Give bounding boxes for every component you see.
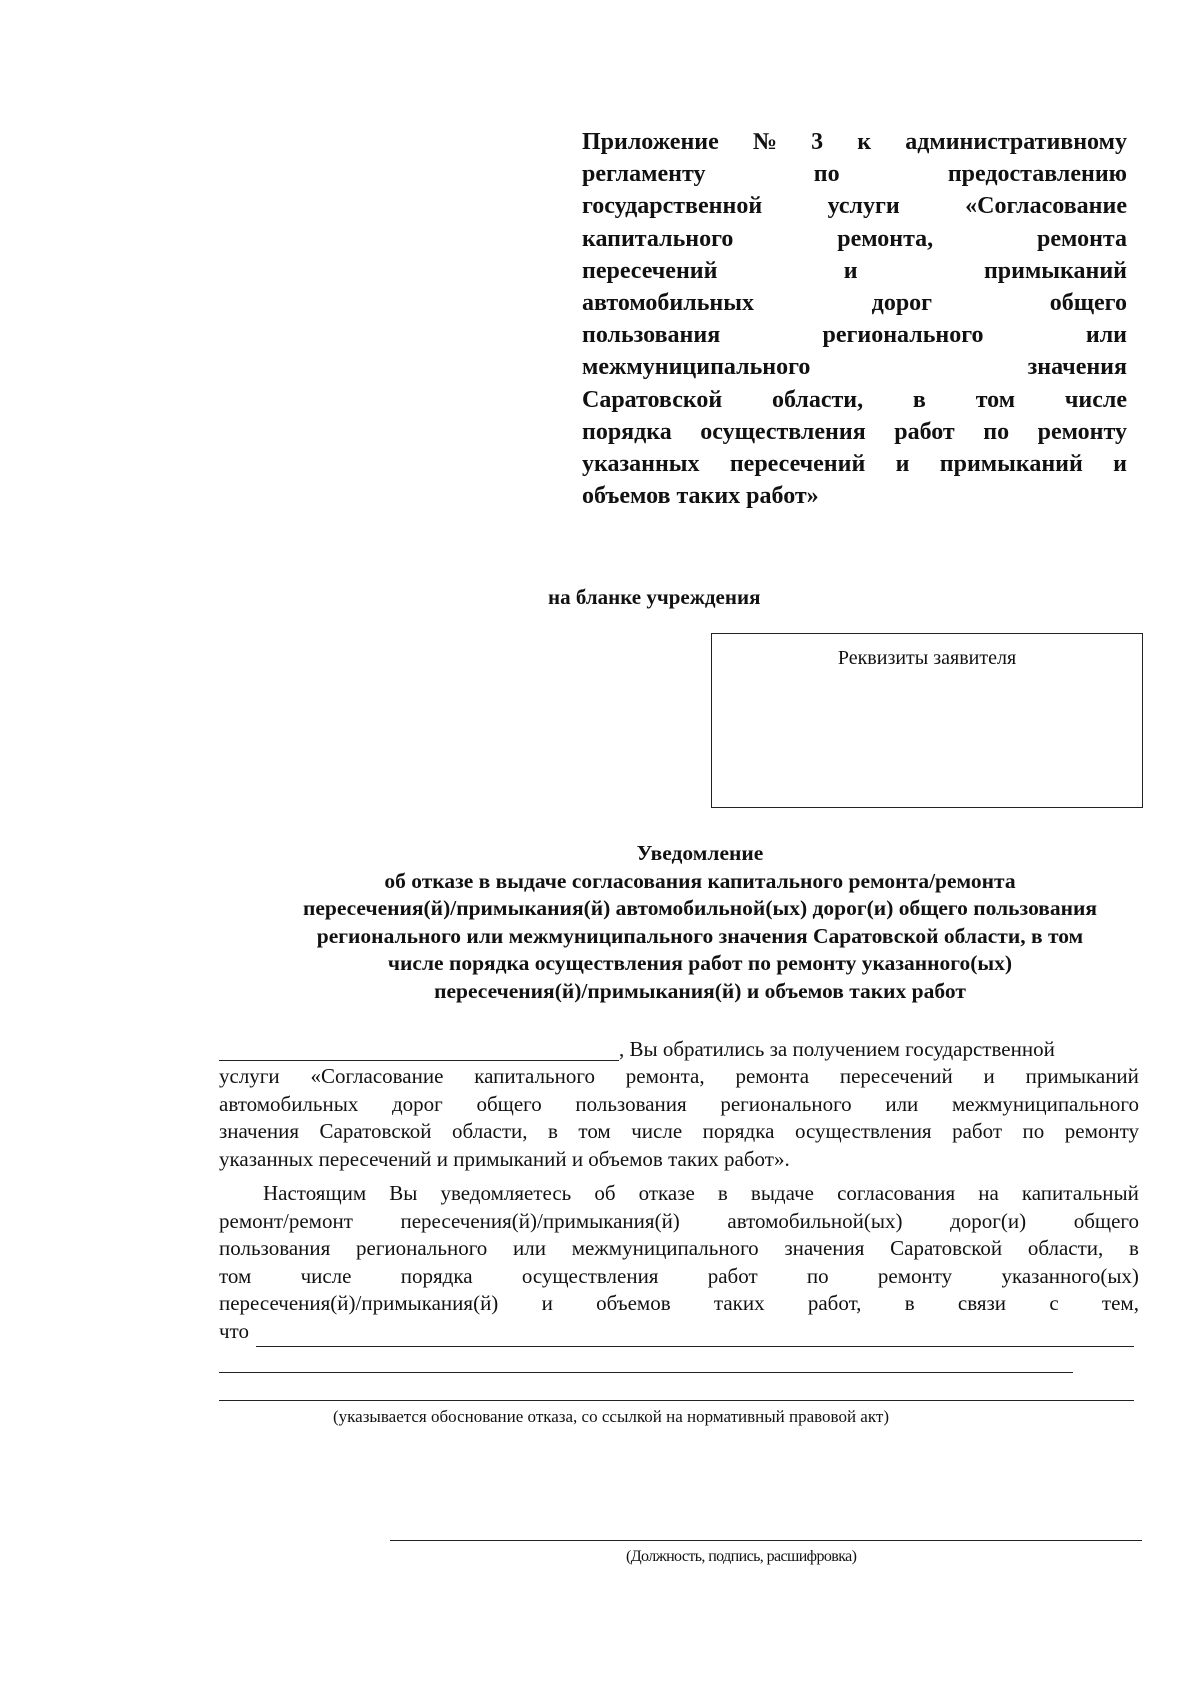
text-line bbox=[582, 384, 1127, 416]
reason-caption: (указывается обоснование отказа, со ссылкой на нормативный правовой акт) bbox=[333, 1407, 889, 1426]
word: административному bbox=[905, 129, 1127, 155]
word: Вы bbox=[389, 1181, 418, 1205]
word: том bbox=[219, 1263, 252, 1288]
text-line bbox=[219, 1208, 1139, 1236]
word: пересечений bbox=[839, 1064, 953, 1088]
word: пересечения(й)/примыкания(й) bbox=[400, 1208, 680, 1233]
paragraph1-first-line: , Вы обратились за получением государственной bbox=[619, 1037, 1055, 1061]
word: примыканий bbox=[939, 450, 1083, 477]
text-line bbox=[219, 1290, 1139, 1318]
word: осуществления bbox=[700, 418, 866, 445]
word: ремонту bbox=[877, 1263, 953, 1288]
word: регламенту bbox=[582, 161, 706, 188]
word: пользования bbox=[219, 1236, 331, 1260]
word: автомобильной(ых) bbox=[727, 1208, 903, 1233]
word: на bbox=[978, 1181, 999, 1205]
word: дорог bbox=[392, 1091, 443, 1116]
notice-title-line: пересечения(й)/примыкания(й) автомобильной(ых) дорог(и) общего пользования bbox=[302, 896, 1098, 920]
word: связи bbox=[957, 1291, 1007, 1315]
word: автомобильных bbox=[582, 289, 754, 316]
word: предоставлению bbox=[947, 161, 1127, 188]
text-line bbox=[219, 1263, 1139, 1291]
text-line bbox=[219, 1146, 1139, 1174]
reason-blank-line[interactable] bbox=[219, 1400, 1134, 1401]
word: пересечений bbox=[729, 450, 866, 477]
word: Саратовской bbox=[890, 1236, 1003, 1260]
text-line bbox=[582, 158, 1127, 190]
text-line bbox=[582, 319, 1127, 351]
text-line bbox=[582, 448, 1127, 480]
word: и bbox=[895, 450, 910, 477]
reason-blank-line[interactable] bbox=[256, 1346, 1134, 1347]
word: регионального bbox=[356, 1236, 488, 1260]
word: работ bbox=[707, 1263, 758, 1288]
text-line bbox=[219, 1180, 1139, 1208]
word: выдаче bbox=[750, 1181, 814, 1205]
word: «Согласование bbox=[310, 1064, 444, 1088]
word: услуги bbox=[827, 193, 900, 220]
word: по bbox=[983, 418, 1010, 445]
word: указанных bbox=[582, 450, 700, 477]
word: ремонту bbox=[1037, 418, 1127, 445]
word: и bbox=[983, 1064, 995, 1088]
word: ремонта bbox=[1037, 225, 1127, 252]
word: примыканий bbox=[1025, 1064, 1139, 1088]
word: к bbox=[857, 129, 872, 155]
word: Саратовской bbox=[319, 1119, 432, 1143]
text-line bbox=[582, 255, 1127, 287]
word: Настоящим bbox=[263, 1181, 367, 1205]
word: ремонт/ремонт bbox=[219, 1208, 353, 1233]
word: примыканий bbox=[983, 257, 1127, 284]
word: ремонта bbox=[735, 1064, 810, 1088]
word: числе bbox=[300, 1263, 352, 1288]
word: Приложение bbox=[582, 129, 719, 155]
word: регионального bbox=[720, 1091, 852, 1116]
word: значения bbox=[1027, 354, 1127, 381]
word: порядка bbox=[702, 1119, 775, 1143]
word: «Согласование bbox=[965, 193, 1127, 220]
word: по bbox=[806, 1263, 829, 1288]
word: области, bbox=[452, 1119, 528, 1143]
word: или bbox=[513, 1236, 546, 1260]
text-line bbox=[582, 287, 1127, 319]
word: дорог(и) bbox=[950, 1208, 1027, 1233]
word: указанного(ых) bbox=[1001, 1263, 1139, 1288]
word: ремонта, bbox=[625, 1064, 705, 1088]
word: межмуниципального bbox=[951, 1091, 1139, 1116]
word: с bbox=[1049, 1291, 1059, 1315]
word: услуги bbox=[219, 1064, 280, 1088]
word: автомобильных bbox=[219, 1091, 359, 1116]
notice-title-line: об отказе в выдаче согласования капитального ремонта/ремонта bbox=[384, 868, 1016, 893]
text-line bbox=[582, 416, 1127, 448]
word: объемов таких работ» bbox=[582, 483, 819, 510]
word: в bbox=[904, 1291, 915, 1315]
word: по bbox=[813, 161, 840, 188]
word: № bbox=[752, 129, 778, 155]
word: тем, bbox=[1101, 1291, 1139, 1315]
word: согласования bbox=[837, 1181, 956, 1205]
notice-title-line: Уведомление bbox=[636, 841, 764, 865]
word: или bbox=[1085, 322, 1127, 349]
word: что bbox=[219, 1318, 249, 1343]
reason-blank-line[interactable] bbox=[219, 1372, 1073, 1373]
word: указанных пересечений и примыканий и объемов таких работ». bbox=[219, 1146, 790, 1171]
word: или bbox=[885, 1091, 919, 1116]
text-line bbox=[582, 223, 1127, 255]
word: том bbox=[975, 386, 1016, 413]
applicant-requisites-label: Реквизиты заявителя bbox=[837, 647, 1017, 669]
word: по bbox=[1022, 1119, 1045, 1143]
word: работ, bbox=[807, 1291, 862, 1315]
text-line bbox=[219, 1063, 1139, 1091]
word: порядка bbox=[582, 418, 672, 445]
text-line bbox=[582, 480, 1127, 512]
word: в bbox=[717, 1181, 728, 1205]
notice-title bbox=[200, 840, 1200, 1005]
word: межмуниципального bbox=[582, 354, 811, 381]
word: капитальный bbox=[1021, 1181, 1139, 1205]
word: регионального bbox=[822, 322, 984, 349]
applicant-name-blank-line[interactable] bbox=[219, 1060, 619, 1061]
word: об bbox=[594, 1181, 616, 1205]
notice-title-line: регионального или межмуниципального значения Саратовской области, в том bbox=[316, 923, 1084, 948]
appendix-header bbox=[582, 126, 1127, 512]
word: таких bbox=[713, 1291, 765, 1315]
word: объемов bbox=[596, 1291, 671, 1315]
word: и bbox=[541, 1291, 553, 1315]
text-line bbox=[219, 1091, 1139, 1119]
text-line bbox=[219, 1235, 1139, 1263]
word: капитального bbox=[582, 225, 734, 252]
letterhead-note: на бланке учреждения bbox=[548, 585, 761, 609]
word: том bbox=[578, 1119, 611, 1143]
word: в bbox=[912, 386, 926, 413]
applicant-requisites-box bbox=[711, 633, 1143, 808]
text-line bbox=[219, 1118, 1139, 1146]
text-line bbox=[582, 190, 1127, 222]
word: работ bbox=[952, 1119, 1002, 1143]
word: общего bbox=[476, 1091, 542, 1116]
word: осуществления bbox=[521, 1263, 659, 1288]
word: и bbox=[843, 257, 858, 284]
word: государственной bbox=[582, 193, 763, 220]
word: капитального bbox=[474, 1064, 595, 1088]
notice-title-line: числе порядка осуществления работ по ремонту указанного(ых) bbox=[387, 951, 1013, 975]
word: Саратовской bbox=[582, 386, 723, 413]
word: пересечения(й)/примыкания(й) bbox=[219, 1291, 499, 1315]
word: значения bbox=[219, 1119, 300, 1143]
word: пользования bbox=[575, 1091, 687, 1116]
word: в bbox=[548, 1119, 558, 1143]
text-line bbox=[582, 351, 1127, 383]
word: значения bbox=[784, 1236, 865, 1260]
word: ремонта, bbox=[837, 225, 934, 252]
word: числе bbox=[1064, 386, 1127, 413]
word: общего bbox=[1073, 1208, 1139, 1233]
text-line bbox=[582, 126, 1127, 158]
word: в bbox=[1129, 1236, 1139, 1260]
word: отказе bbox=[638, 1181, 695, 1205]
notice-title-line: пересечения(й)/примыкания(й) и объемов таких работ bbox=[434, 978, 966, 1003]
word: дорог bbox=[871, 289, 933, 316]
word: общего bbox=[1049, 289, 1127, 316]
word: межмуниципального bbox=[571, 1236, 759, 1260]
word: работ bbox=[894, 418, 955, 445]
word: пользования bbox=[582, 322, 721, 349]
word: и bbox=[1113, 450, 1127, 477]
signature-line[interactable] bbox=[390, 1540, 1142, 1541]
word: 3 bbox=[811, 129, 824, 155]
word: уведомляетесь bbox=[440, 1181, 572, 1205]
word: пересечений bbox=[582, 257, 718, 284]
word: ремонту bbox=[1064, 1119, 1139, 1143]
word: области, bbox=[771, 386, 864, 413]
word: осуществления bbox=[794, 1119, 932, 1143]
signature-caption: (Должность, подпись, расшифровка) bbox=[626, 1548, 857, 1565]
word: числе bbox=[631, 1119, 683, 1143]
notice-body bbox=[219, 1063, 1139, 1345]
word: порядка bbox=[400, 1263, 473, 1288]
text-line bbox=[219, 1318, 1139, 1346]
word: области, bbox=[1027, 1236, 1104, 1260]
